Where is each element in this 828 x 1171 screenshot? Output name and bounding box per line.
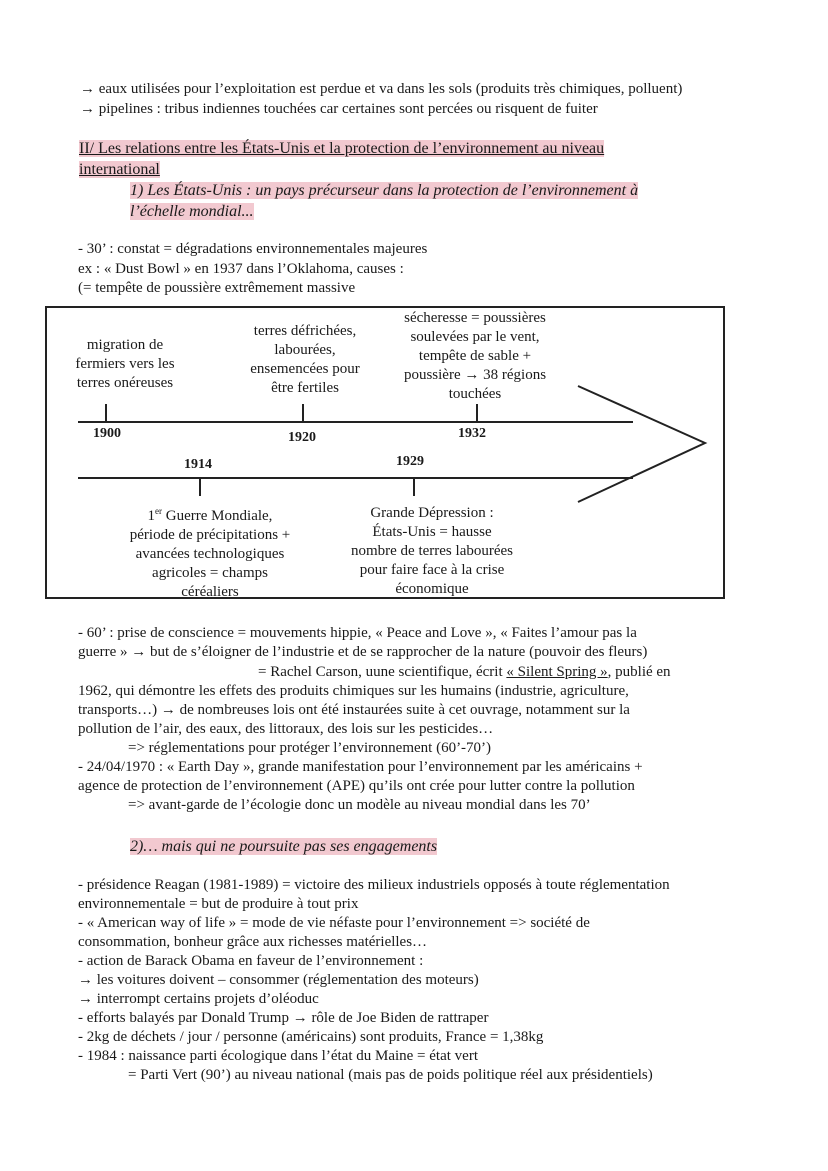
subsection-2-title: 2)… mais qui ne poursuite pas ses engagements: [130, 838, 438, 855]
section-title-line-2: international: [79, 161, 160, 178]
event-secheresse: sécheresse = poussières soulevées par le vent, tempête de sable + poussière → 38 régions touchées: [403, 310, 547, 402]
subsection-1-line-2: l’échelle mondial...: [130, 203, 254, 220]
block60-line-1: - 60’ : prise de conscience = mouvements hippie, « Peace and Love », « Faites l’amour pas la: [78, 625, 637, 641]
timeline-arrowhead: [578, 386, 705, 502]
event-ww1: 1er Guerre Mondiale, période de précipitations + avancées technologiques agricoles = champs céréaliers: [129, 506, 291, 600]
year-1932: 1932: [458, 426, 486, 441]
block60-line-2: guerre » → but de s’éloigner de l’industrie et de se rapprocher de la nature (pouvoir des fleurs): [78, 644, 648, 660]
block60-line-9: agence de protection de l’environnement (APE) qu’ils ont crée pour lutter contre la pollution: [78, 778, 635, 794]
year-1920: 1920: [288, 430, 316, 445]
final-line-6: → les voitures doivent – consommer (réglementation des moteurs): [78, 972, 479, 988]
block30-line-2: ex : « Dust Bowl » en 1937 dans l’Oklahoma, causes :: [78, 261, 404, 277]
final-line-8: - efforts balayés par Donald Trump → rôle de Joe Biden de rattraper: [78, 1010, 489, 1026]
block60-line-7: => réglementations pour protéger l’environnement (60’-70’): [128, 740, 492, 756]
event-depression: Grande Dépression : États-Unis = hausse nombre de terres labourées pour faire face à la crise économique: [350, 505, 513, 597]
silent-spring-title: « Silent Spring »: [506, 664, 608, 680]
block60-line-3: = Rachel Carson, uune scientifique, écrit « Silent Spring », publié en: [258, 664, 671, 680]
intro-line-1: → eaux utilisées pour l’exploitation est perdue et va dans les sols (produits très chimiques, polluent): [80, 81, 683, 97]
event-terres: terres défrichées, labourées, ensemencées pour être fertiles: [250, 323, 360, 396]
block60-line-8: - 24/04/1970 : « Earth Day », grande manifestation pour l’environnement par les américains +: [78, 759, 643, 775]
final-line-11: = Parti Vert (90’) au niveau national (mais pas de poids politique réel aux présidentiels): [128, 1067, 653, 1083]
final-line-4: consommation, bonheur grâce aux richesses matérielles…: [78, 934, 428, 950]
year-1900: 1900: [93, 426, 121, 441]
final-line-5: - action de Barack Obama en faveur de l’environnement :: [78, 953, 424, 969]
block60-line-5: transports…) → de nombreuses lois ont été instaurées suite à cet ouvrage, notamment sur la: [78, 702, 630, 718]
block60-line-4: 1962, qui démontre les effets des produits chimiques sur les humains (industrie, agriculture,: [78, 683, 629, 699]
final-line-2: environnementale = but de produire à tout prix: [78, 896, 359, 912]
final-line-9: - 2kg de déchets / jour / personne (américains) sont produits, France = 1,38kg: [78, 1029, 544, 1045]
section-title-line-1: II/ Les relations entre les États-Unis et la protection de l’environnement au niveau: [79, 140, 605, 157]
block30-line-3: (= tempête de poussière extrêmement massive: [78, 280, 356, 296]
subsection-1-line-1: 1) Les États-Unis : un pays précurseur dans la protection de l’environnement à: [130, 182, 639, 199]
year-1914: 1914: [184, 457, 212, 472]
block30-line-1: - 30’ : constat = dégradations environnementales majeures: [78, 241, 428, 257]
final-line-1: - présidence Reagan (1981-1989) = victoire des milieux industriels opposés à toute réglementation: [78, 877, 670, 893]
block60-line-10: => avant-garde de l’écologie donc un modèle au niveau mondial dans les 70’: [128, 797, 591, 813]
final-line-3: - « American way of life » = mode de vie néfaste pour l’environnement => société de: [78, 915, 590, 931]
year-1929: 1929: [396, 454, 424, 469]
intro-line-2: → pipelines : tribus indiennes touchées car certaines sont percées ou risquent de fuiter: [80, 101, 598, 117]
block60-line-6: pollution de l’air, des eaux, des littoraux, des lois sur les pesticides…: [78, 721, 494, 737]
final-line-10: - 1984 : naissance parti écologique dans l’état du Maine = état vert: [78, 1048, 478, 1064]
final-line-7: → interrompt certains projets d’oléoduc: [78, 991, 319, 1007]
event-migration: migration de fermiers vers les terres onéreuses: [75, 337, 175, 391]
